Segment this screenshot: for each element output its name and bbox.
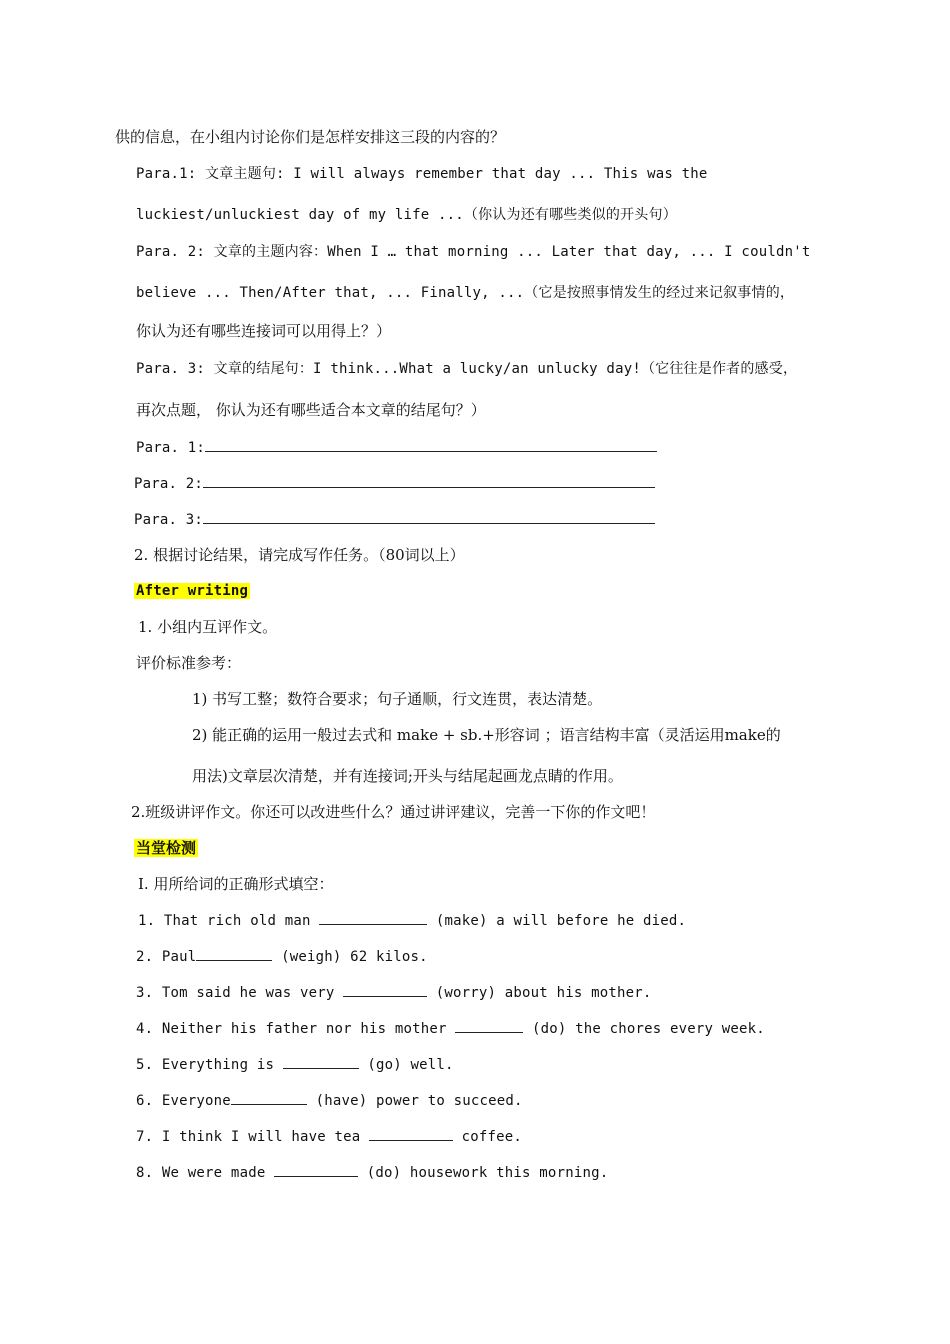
para3-line1: Para. 3: 文章的结尾句：I think...What a lucky/an unlucky day!（它往往是作者的感受， <box>136 361 798 377</box>
quiz-item-suffix: (do) the chores every week. <box>531 1021 765 1037</box>
quiz-item-suffix: (do) housework this morning. <box>366 1165 609 1181</box>
answer-line-para1 <box>136 437 657 458</box>
answer-blank-para3[interactable] <box>203 509 655 524</box>
quiz-answer-blank[interactable] <box>319 910 427 925</box>
quiz-item-prefix: Neither his father nor his mother <box>161 1021 447 1037</box>
quiz-item-number: 1. <box>138 913 156 929</box>
quiz-item-number: 8. <box>136 1165 154 1181</box>
answer-blank-para1[interactable] <box>205 437 657 452</box>
answer-line-para3 <box>134 509 655 530</box>
criterion-1: 1) 书写工整；数符合要求；句子通顺，行文连贯，表达清楚。 <box>192 690 603 708</box>
answer-label-para2: Para. 2: <box>134 476 204 492</box>
quiz-item <box>138 910 686 931</box>
quiz-heading: 当堂检测 <box>136 839 197 857</box>
quiz-item <box>136 982 651 1003</box>
quiz-item-number: 3. <box>136 985 154 1001</box>
para2-line3: 你认为还有哪些连接词可以用得上？） <box>136 322 392 340</box>
answer-label-para3: Para. 3: <box>134 512 204 528</box>
answer-line-para2 <box>134 473 655 494</box>
quiz-answer-blank[interactable] <box>196 946 272 961</box>
quiz-item <box>136 1090 523 1111</box>
quiz-item-suffix: coffee. <box>461 1129 523 1145</box>
quiz-item-prefix: That rich old man <box>163 913 311 929</box>
quiz-item-number: 5. <box>136 1057 154 1073</box>
after-writing-item1: 1. 小组内互评作文。 <box>138 618 278 636</box>
quiz-answer-blank[interactable] <box>231 1090 307 1105</box>
quiz-item-prefix: I think I will have tea <box>161 1129 361 1145</box>
after-writing-item2: 2.班级讲评作文。你还可以改进些什么？通过讲评建议，完善一下你的作文吧！ <box>131 803 656 821</box>
quiz-item-prefix: Everyone <box>161 1093 231 1109</box>
para3-line2: 再次点题， 你认为还有哪些适合本文章的结尾句？） <box>136 401 486 419</box>
para1-line1: Para.1: 文章主题句: I will always remember that day ... This was the <box>136 166 708 182</box>
quiz-item-number: 4. <box>136 1021 154 1037</box>
criteria-label: 评价标准参考： <box>136 654 242 672</box>
para2-line2: believe ... Then/After that, ... Finally, ...（它是按照事情发生的经过来记叙事情的， <box>136 285 795 301</box>
quiz-item-number: 7. <box>136 1129 154 1145</box>
after-writing-heading-wrap <box>134 581 250 601</box>
para1-line2: luckiest/unluckiest day of my life ...（你认为还有哪些类似的开头句） <box>136 207 677 223</box>
quiz-item-prefix: Everything is <box>161 1057 275 1073</box>
quiz-item-suffix: (have) power to succeed. <box>315 1093 523 1109</box>
quiz-item-prefix: Tom said he was very <box>161 985 335 1001</box>
quiz-item-suffix: (go) well. <box>367 1057 454 1073</box>
quiz-item <box>136 1018 765 1039</box>
quiz-answer-blank[interactable] <box>369 1126 453 1141</box>
criterion-2-line1: 2) 能正确的运用一般过去式和 make + sb.+形容词 ；语言结构丰富（灵活运用make的 <box>192 726 781 744</box>
quiz-answer-blank[interactable] <box>283 1054 359 1069</box>
answer-label-para1: Para. 1: <box>136 440 206 456</box>
task2-line: 2. 根据讨论结果，请完成写作任务。（80词以上） <box>134 546 465 564</box>
quiz-answer-blank[interactable] <box>343 982 427 997</box>
quiz-item-suffix: (make) a will before he died. <box>435 913 687 929</box>
answer-blank-para2[interactable] <box>203 473 655 488</box>
quiz-item <box>136 1162 608 1183</box>
quiz-item-prefix: Paul <box>161 949 197 965</box>
quiz-item <box>136 1126 522 1147</box>
quiz-answer-blank[interactable] <box>274 1162 358 1177</box>
after-writing-heading: After writing <box>136 583 249 599</box>
quiz-item-prefix: We were made <box>161 1165 266 1181</box>
quiz-section-title: Ⅰ. 用所给词的正确形式填空： <box>138 875 334 893</box>
quiz-item-suffix: (worry) about his mother. <box>435 985 652 1001</box>
criterion-2-line2: 用法)文章层次清楚，并有连接词;开头与结尾起画龙点睛的作用。 <box>192 767 623 785</box>
quiz-item-suffix: (weigh) 62 kilos. <box>281 949 428 965</box>
quiz-item <box>136 946 428 967</box>
para2-line1: Para. 2: 文章的主题内容：When I … that morning ... Later that day, ... I couldn't <box>136 244 811 260</box>
quiz-item-number: 6. <box>136 1093 154 1109</box>
intro-line: 供的信息，在小组内讨论你们是怎样安排这三段的内容的？ <box>115 128 506 146</box>
quiz-item-number: 2. <box>136 949 154 965</box>
quiz-item <box>136 1054 454 1075</box>
quiz-heading-wrap <box>134 838 198 858</box>
quiz-answer-blank[interactable] <box>455 1018 523 1033</box>
